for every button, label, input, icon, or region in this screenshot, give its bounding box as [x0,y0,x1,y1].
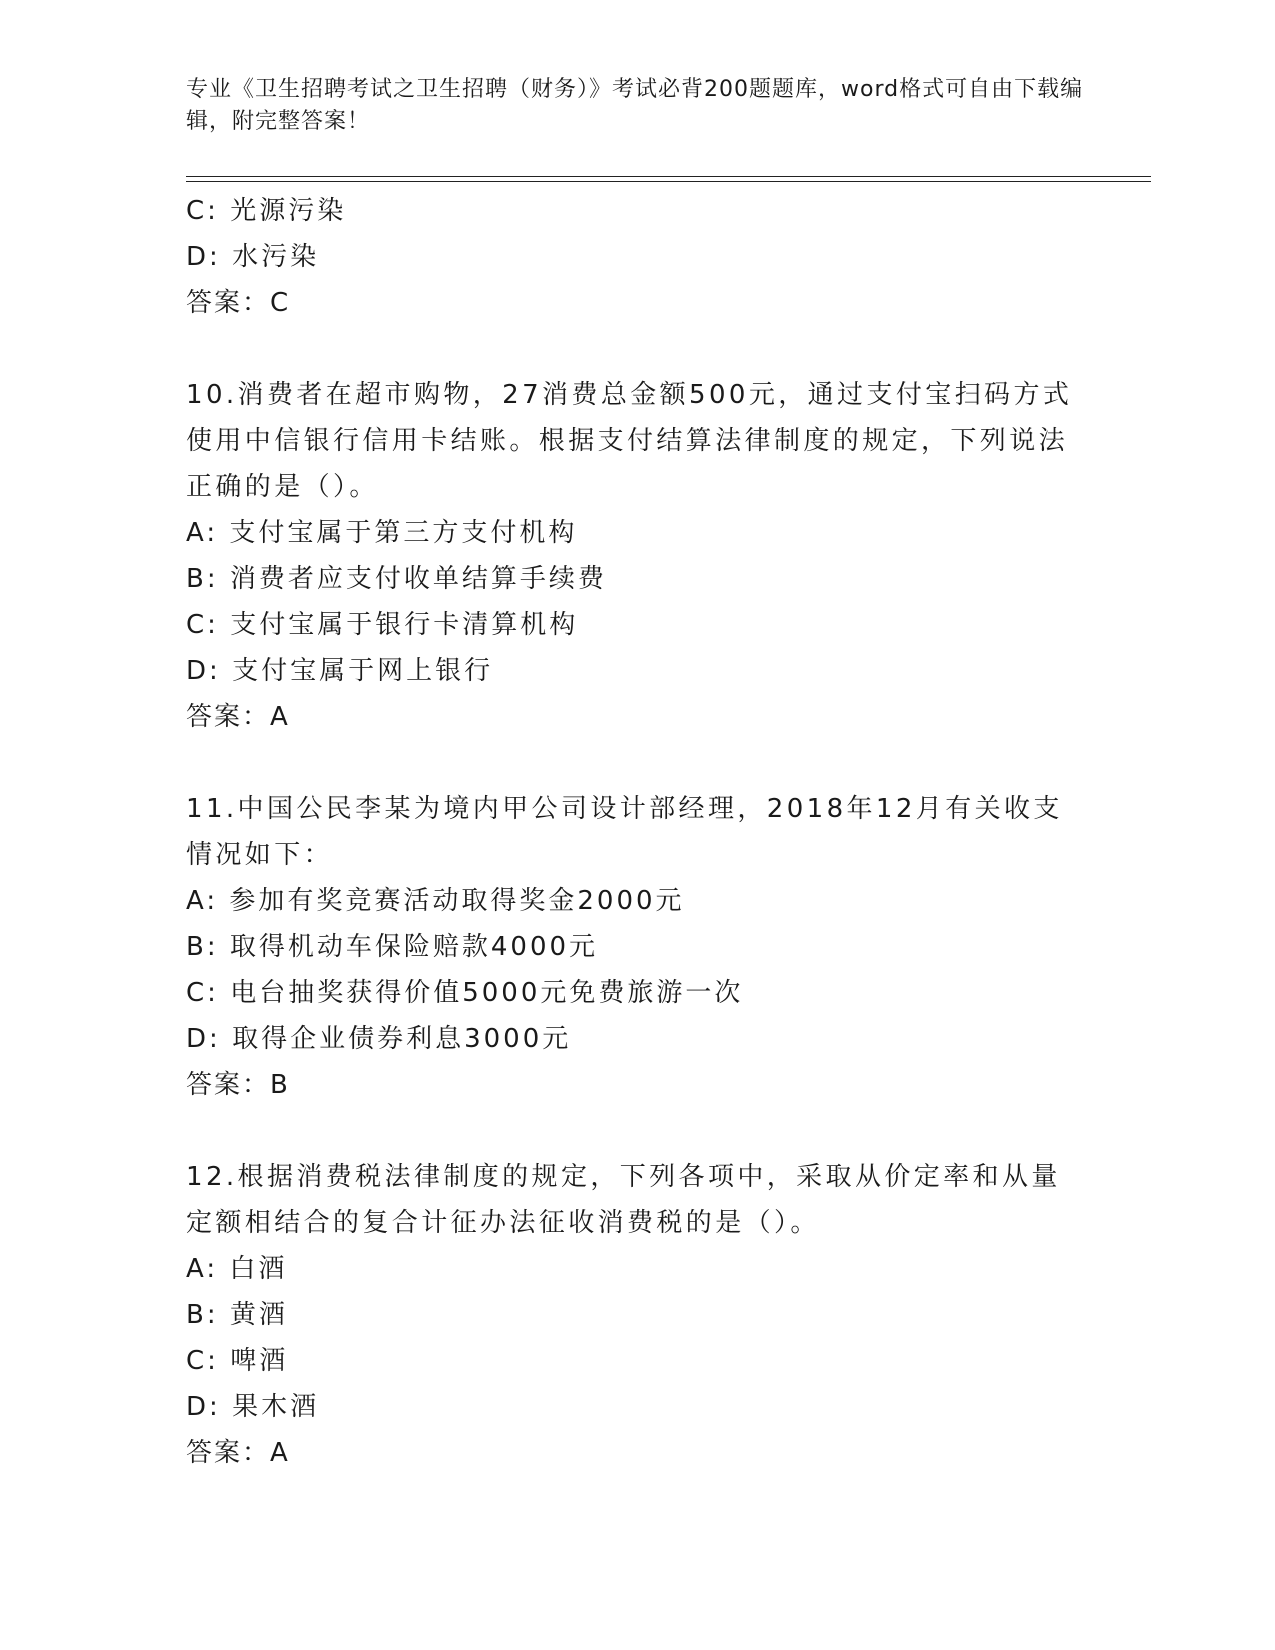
option-a: A: 白酒 [186,1254,288,1284]
option-c: C: 支付宝属于银行卡清算机构 [186,610,579,640]
question-12 [186,1154,1086,1476]
option-letter: C [186,196,208,226]
option-letter: B [186,932,207,962]
option-letter: D [186,1392,210,1422]
option-text: 消费者应支付收单结算手续费 [229,564,607,594]
option-text: 取得企业债券利息3000元 [232,1024,572,1054]
option-b: B: 消费者应支付收单结算手续费 [186,564,607,594]
question-10 [186,372,1086,740]
option-c: C: 光源污染 [186,196,347,226]
question-stem: 12.根据消费税法律制度的规定，下列各项中，采取从价定率和从量定额相结合的复合计征办法征收消费税的是（）。 [186,1162,1061,1238]
option-text: 黄酒 [229,1300,288,1330]
option-letter: B [186,1300,207,1330]
option-letter: C [186,1346,208,1376]
option-letter: C [186,610,208,640]
option-c: C: 电台抽奖获得价值5000元免费旅游一次 [186,978,744,1008]
option-letter: A [186,518,207,548]
option-a: A: 参加有奖竞赛活动取得奖金2000元 [186,886,685,916]
option-text: 支付宝属于银行卡清算机构 [230,610,579,640]
header-rule-top [186,176,1151,177]
option-letter: D [186,242,210,272]
option-d: D: 支付宝属于网上银行 [186,656,494,686]
option-text: 取得机动车保险赔款4000元 [229,932,599,962]
question-9-continuation [186,188,1086,326]
question-11 [186,786,1086,1108]
option-d: D: 取得企业债券利息3000元 [186,1024,572,1054]
option-d: D: 水污染 [186,242,320,272]
option-letter: D [186,656,210,686]
option-b: B: 黄酒 [186,1300,288,1330]
option-c: C: 啤酒 [186,1346,289,1376]
document-header: 专业《卫生招聘考试之卫生招聘（财务）》考试必背200题题库，word格式可自由下载编辑，附完整答案！ [186,77,1084,134]
option-b: B: 取得机动车保险赔款4000元 [186,932,599,962]
option-letter: B [186,564,207,594]
option-letter: C [186,978,208,1008]
option-text: 电台抽奖获得价值5000元免费旅游一次 [230,978,744,1008]
option-text: 白酒 [229,1254,288,1284]
option-text: 支付宝属于第三方支付机构 [229,518,578,548]
question-stem: 10.消费者在超市购物，27消费总金额500元，通过支付宝扫码方式使用中信银行信用卡结账。根据支付结算法律制度的规定，下列说法正确的是（）。 [186,380,1073,502]
option-text: 光源污染 [230,196,347,226]
option-d: D: 果木酒 [186,1392,320,1422]
option-text: 支付宝属于网上银行 [232,656,494,686]
answer-line: 答案：C [186,288,291,318]
option-text: 水污染 [232,242,320,272]
option-text: 啤酒 [230,1346,289,1376]
option-letter: D [186,1024,210,1054]
document-body [186,188,1086,1476]
option-letter: A [186,886,207,916]
option-a: A: 支付宝属于第三方支付机构 [186,518,578,548]
option-text: 果木酒 [232,1392,320,1422]
header-rule-bottom [186,181,1151,182]
answer-line: 答案：A [186,1438,290,1468]
question-stem: 11.中国公民李某为境内甲公司设计部经理，2018年12月有关收支情况如下： [186,794,1063,870]
option-text: 参加有奖竞赛活动取得奖金2000元 [229,886,685,916]
option-letter: A [186,1254,207,1284]
answer-line: 答案：B [186,1070,290,1100]
answer-line: 答案：A [186,702,290,732]
